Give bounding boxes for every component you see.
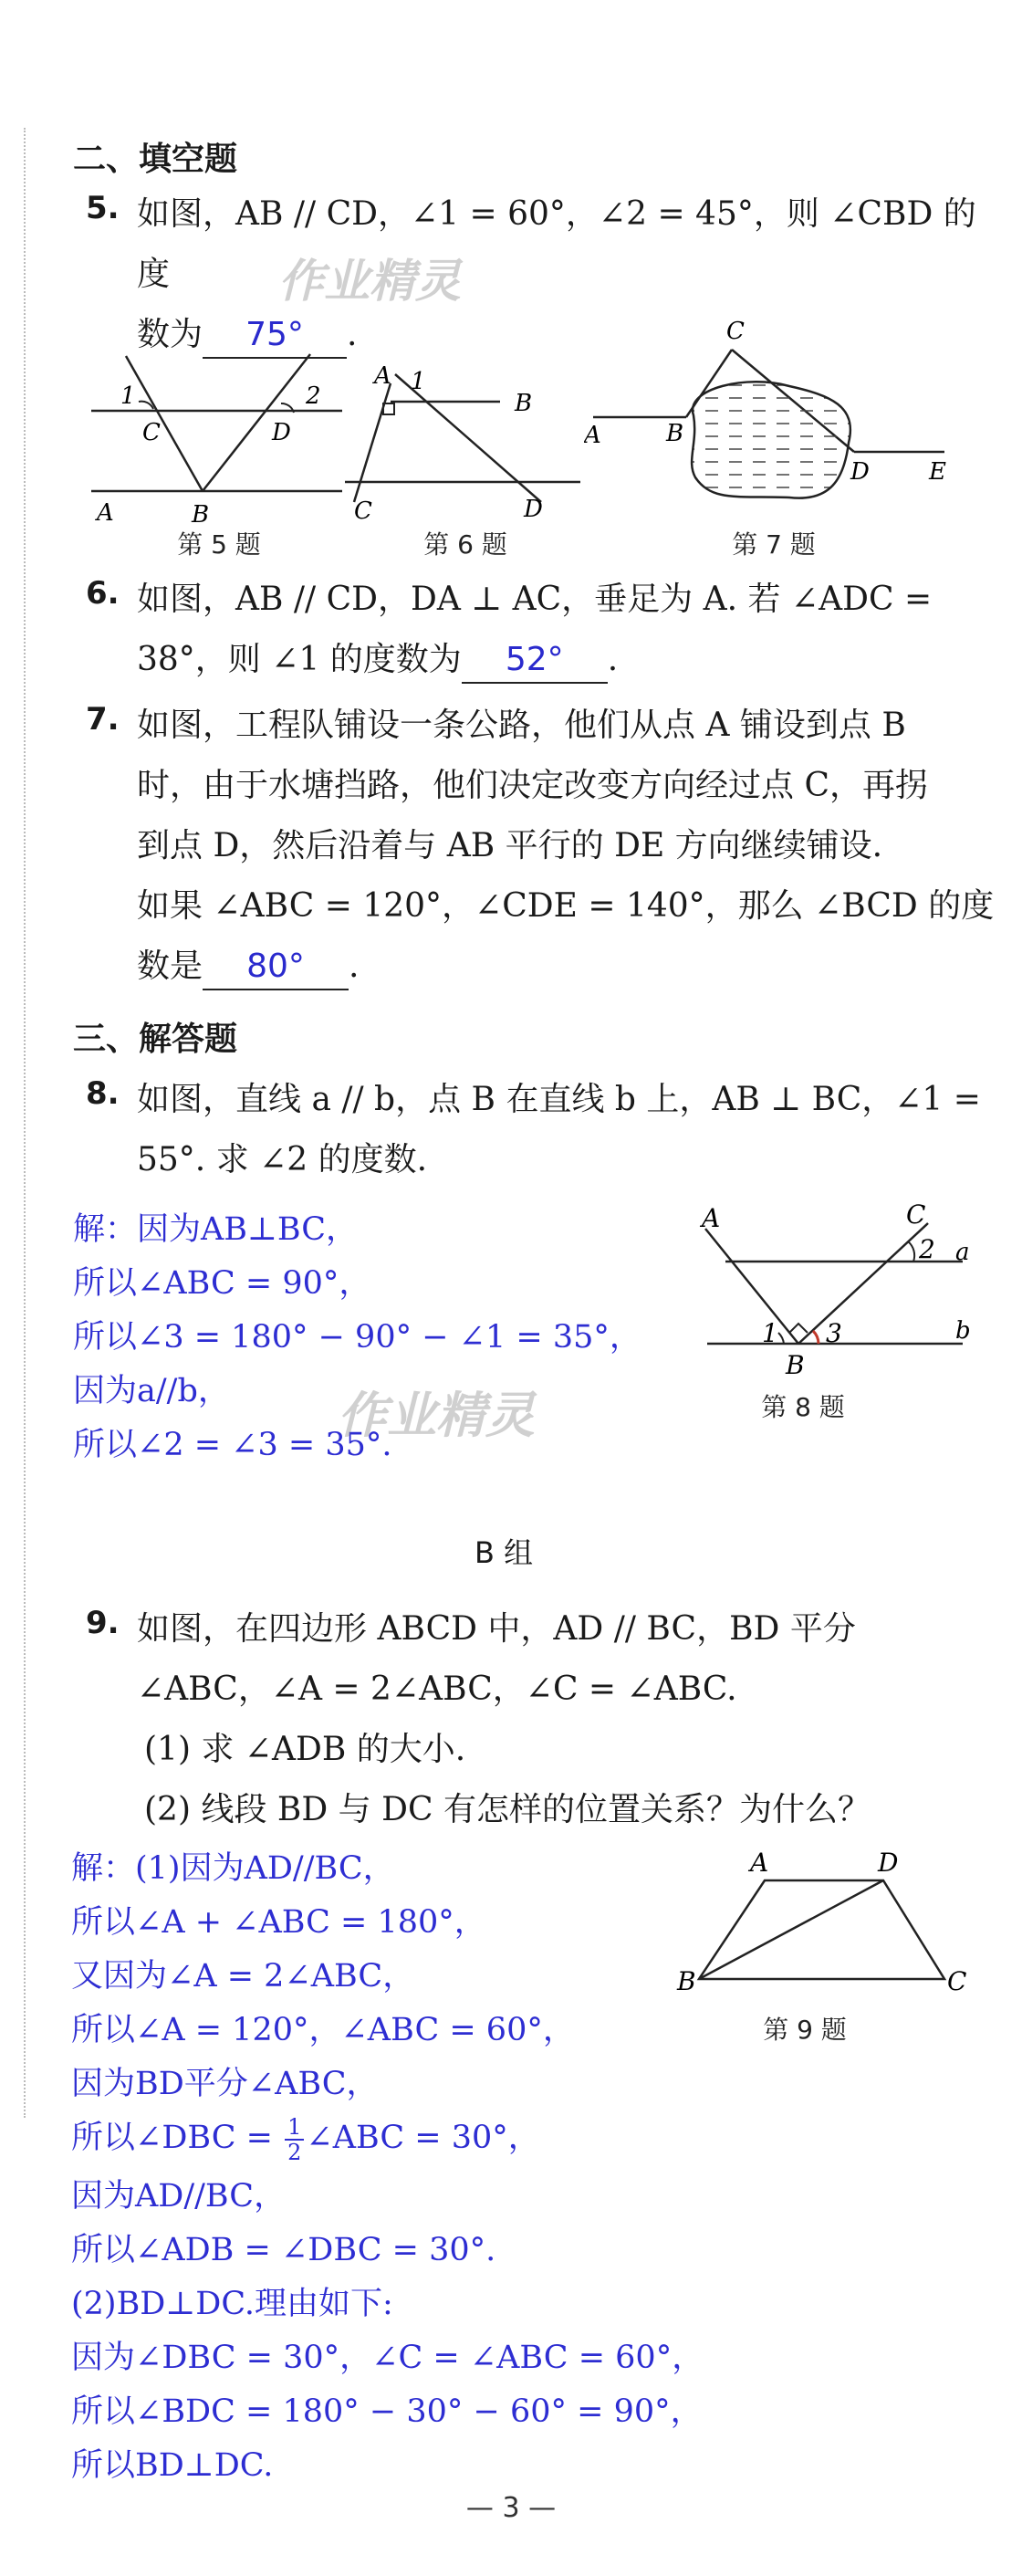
figure-7 [584,315,967,525]
fig8-label-B: B [786,1350,805,1380]
q6-line1: 如图，AB // CD，DA ⊥ AC，垂足为 A. 若 ∠ADC = [137,581,933,618]
figure-5 [82,338,347,529]
fig5-label-C: C [142,419,161,446]
q9-solution-line: 所以∠BDC = 180° − 30° − 60° = 90°， [71,2393,703,2430]
figure-8 [689,1196,981,1383]
q8-number: 8. [86,1075,120,1112]
q9-solution-line: 因为BD平分∠ABC， [71,2066,379,2102]
q9-solution-line: (2)BD⊥DC.理由如下: [71,2286,393,2322]
figure-6 [336,347,596,529]
fig9-label-B: B [677,1966,696,1996]
q6-line2: 38°，则 ∠1 的度数为 52° . [137,630,995,690]
q9-solution-line: 所以∠A = 120°，∠ABC = 60°， [71,2012,575,2048]
fig7-label-C: C [726,318,745,345]
q9-text [137,1599,995,1840]
q9-solution-line: 因为AD//BC， [71,2178,287,2215]
q7-answer: 80° [203,945,349,990]
section-title-solve: 三、解答题 [73,1021,238,1058]
q9-line1: 如图，在四边形 ABCD 中，AD // BC，BD 平分 [137,1610,856,1648]
fig7-label-D: D [850,458,870,486]
q5-answer: 75° [203,313,347,359]
q7-line5: 数是 80° . [137,937,995,997]
q9-solution-line: 所以∠A + ∠ABC = 180°， [71,1904,486,1941]
q8-line2: 55°. 求 ∠2 的度数. [137,1141,428,1178]
q7-line2: 时，由于水塘挡路，他们决定改变方向经过点 C，再拐 [137,767,928,804]
q8-solution-line: 因为a//b， [73,1373,230,1409]
fig9-caption: 第 9 题 [763,2015,847,2045]
fig5-label-A: A [97,499,114,527]
fig6-label-A: A [374,362,391,390]
q8-solution-line: 所以∠ABC = 90°， [73,1265,371,1302]
q9-line2: ∠ABC，∠A = 2∠ABC，∠C = ∠ABC. [137,1670,737,1708]
q9-part2: (2) 线段 BD 与 DC 有怎样的位置关系？为什么？ [144,1791,871,1828]
fig8-label-a: a [955,1239,970,1266]
group-b-title: B 组 [474,1535,534,1570]
margin-dotted-line [24,128,26,2118]
fraction-one-half: $\frac{1}{2}$ [285,2115,304,2164]
figure-9 [675,1842,976,2002]
fig8-label-b: b [955,1317,971,1345]
q9-solution-line: 所以BD⊥DC. [71,2447,274,2484]
q9-number: 9. [86,1605,120,1641]
q6-answer: 52° [462,638,608,684]
fig8-label-3: 3 [826,1318,842,1348]
fig6-caption: 第 6 题 [423,529,507,560]
fig8-label-A: A [702,1203,721,1233]
fig7-label-E: E [929,458,946,486]
q8-text [137,1070,995,1190]
page-number: — 3 — [465,2492,557,2524]
section-title-fill: 二、填空题 [73,141,238,178]
q9-solution-line: 解：(1)因为AD//BC， [71,1850,395,1887]
q6-number: 6. [86,575,120,612]
fig9-label-A: A [750,1848,769,1878]
q8-solution-line: 所以∠3 = 180° − 90° − ∠1 = 35°， [73,1319,641,1356]
q9-part1: (1) 求 ∠ADB 的大小. [144,1731,466,1768]
fig8-caption: 第 8 题 [761,1392,845,1422]
q7-line4: 如果 ∠ABC = 120°，∠CDE = 140°，那么 ∠BCD 的度 [137,887,995,925]
fig9-label-C: C [947,1966,967,1996]
q9-solution-line: 又因为∠A = 2∠ABC， [71,1958,415,1995]
fig7-caption: 第 7 题 [732,529,816,560]
fig5-label-B: B [192,501,210,529]
fig8-label-C: C [906,1199,926,1230]
fig5-caption: 第 5 题 [177,529,261,560]
fig6-label-1: 1 [411,368,426,395]
fig5-label-2: 2 [306,382,321,410]
fig5-label-D: D [272,419,291,446]
q9-solution-line: 所以∠ADB = ∠DBC = 30°. [71,2232,496,2268]
fig6-label-B: B [515,390,533,417]
fig9-label-D: D [878,1848,899,1878]
q5-line2: 数为 75° . [137,305,995,365]
q9-solution-line: 因为∠DBC = 30°，∠C = ∠ABC = 60°， [71,2340,704,2376]
fig6-label-C: C [354,497,372,525]
q5-line1: 如图，AB // CD，∠1 = 60°，∠2 = 45°，则 ∠CBD 的度 [137,195,976,293]
q8-line1: 如图，直线 a // b，点 B 在直线 b 上，AB ⊥ BC，∠1 = [137,1081,981,1118]
q7-line1: 如图，工程队铺设一条公路，他们从点 A 铺设到点 B [137,707,906,744]
q8-solution-line: 所以∠2 = ∠3 = 35°. [73,1427,392,1463]
watermark-1: 作业精灵 [278,255,461,308]
q7-line3: 到点 D，然后沿着与 AB 平行的 DE 方向继续铺设. [137,827,883,864]
fig8-label-1: 1 [762,1318,778,1348]
q6-text [137,570,995,690]
q7-number: 7. [86,701,120,738]
q8-solution-line: 解：因为AB⊥BC， [73,1211,359,1248]
q7-text [137,696,995,997]
q5-number: 5. [86,190,120,226]
fig5-label-1: 1 [120,382,136,410]
fig7-label-A: A [584,422,601,449]
fig7-label-B: B [666,420,684,447]
q9-solution-fraction-line: 所以∠DBC = $\frac{1}{2}$ ∠ABC = 30°， [71,2113,540,2165]
watermark-2: 作业精灵 [338,1387,535,1444]
fig8-label-2: 2 [919,1234,935,1264]
fig6-label-D: D [524,496,543,523]
